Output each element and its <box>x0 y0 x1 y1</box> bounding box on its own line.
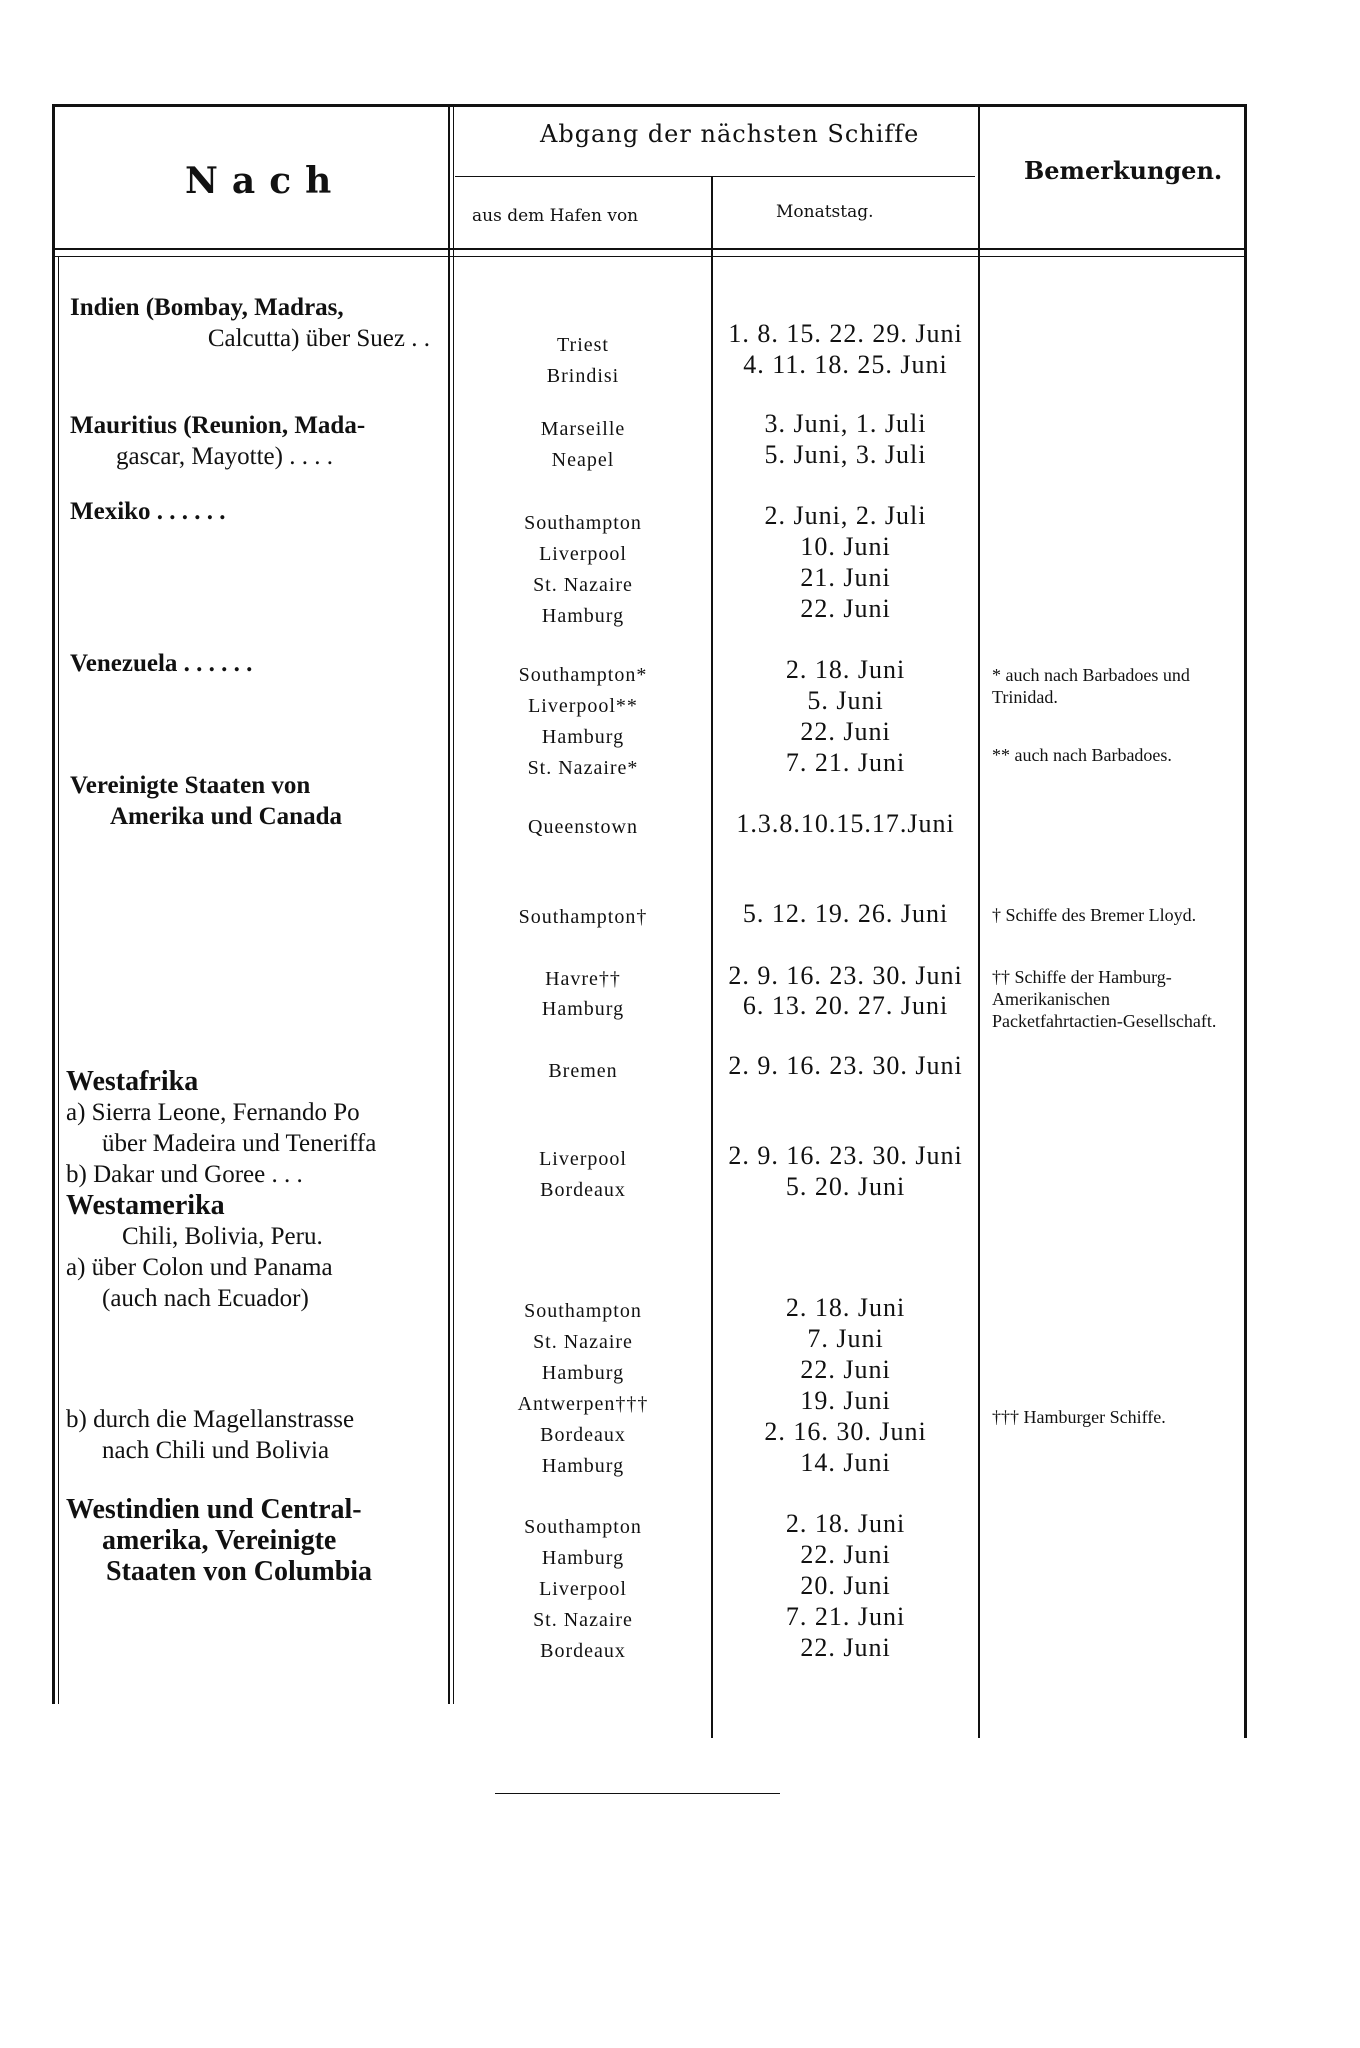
dest-westindien <box>66 1494 440 1587</box>
port: St. Nazaire <box>533 1331 633 1353</box>
port: Hamburg <box>541 726 625 748</box>
port: Brindisi <box>546 365 620 387</box>
date-queenstown: 1.3.8.10.15.17.Juni <box>736 809 955 838</box>
dest-line: b) durch die Magellanstrasse <box>66 1406 355 1433</box>
port-queenstown: Queenstown <box>528 816 638 838</box>
date: 7. 21. Juni <box>785 748 906 777</box>
dest-line: Calcutta) über Suez . . <box>207 325 430 352</box>
header-bottom-rule <box>52 248 1247 250</box>
port-havre: Havre†† <box>545 968 621 990</box>
dest-line: Chili, Bolivia, Peru. <box>122 1223 323 1250</box>
left-border <box>52 104 55 1704</box>
right-border <box>1244 104 1247 1738</box>
remark-venezuela-2: ** auch nach Barbadoes. <box>992 745 1172 765</box>
date: 21. Juni <box>800 563 891 592</box>
port: Bordeaux <box>540 1640 626 1662</box>
dest-westamerika <box>66 1190 440 1314</box>
header-bemerkungen: Bemerkungen. <box>1024 156 1223 185</box>
port-bremen: Bremen <box>548 1060 618 1082</box>
port: Southampton <box>524 1516 642 1538</box>
date: 3. Juni, 1. Juli <box>764 409 927 438</box>
header-abgang: Abgang der nächsten Schiffe <box>540 120 920 148</box>
port: Marseille <box>540 418 626 440</box>
dest-line: a) über Colon und Panama <box>66 1254 333 1281</box>
date: 7. 21. Juni <box>785 1602 906 1631</box>
dest-line: Westindien und Central- <box>66 1494 362 1525</box>
date: 5. Juni, 3. Juli <box>764 440 927 469</box>
port: Triest <box>557 334 609 356</box>
date-southampton-lloyd: 5. 12. 19. 26. Juni <box>742 899 949 928</box>
date: 22. Juni <box>800 1540 891 1569</box>
date: 5. 20. Juni <box>785 1172 906 1201</box>
ports-mauritius <box>455 414 711 476</box>
dest-line: Staaten von Columbia <box>106 1556 373 1587</box>
dest-line: b) Dakar und Goree . . . <box>66 1161 303 1188</box>
dest-line: nach Chili und Bolivia <box>102 1437 330 1464</box>
footer-mark <box>495 1793 780 1794</box>
dest-line: Vereinigte Staaten von <box>70 772 311 799</box>
remark-bremer-lloyd: † Schiffe des Bremer Lloyd. <box>992 905 1197 925</box>
ports-westindien <box>455 1512 711 1667</box>
ports-mexiko <box>455 508 711 632</box>
date: 2. 9. 16. 23. 30. Juni <box>728 1141 963 1170</box>
port: Hamburg <box>541 1362 625 1384</box>
ports-venezuela <box>455 660 711 784</box>
date-bremen: 2. 9. 16. 23. 30. Juni <box>728 1051 963 1080</box>
port: Hamburg <box>541 1455 625 1477</box>
ports-indien <box>455 330 711 392</box>
date: 22. Juni <box>800 594 891 623</box>
date: 20. Juni <box>800 1571 891 1600</box>
date: 4. 11. 18. 25. Juni <box>743 350 948 379</box>
top-rule <box>52 104 1247 107</box>
dest-indien <box>70 292 440 354</box>
dates-mauritius <box>713 408 978 470</box>
date: 2. 18. Juni <box>785 1293 906 1322</box>
dest-line: Westafrika <box>66 1066 199 1097</box>
dates-indien <box>713 318 978 380</box>
dest-line: Mexiko . . . . . . <box>70 498 226 525</box>
port: Southampton <box>524 1300 642 1322</box>
col-divider-3 <box>978 104 980 1738</box>
remark-hamburg-amerikanisch: †† Schiffe der Hamburg-Amerikanischen Packetfahrtactien-Gesellschaft. <box>992 967 1217 1031</box>
dest-westamerika-b <box>66 1404 440 1466</box>
port-southampton-lloyd: Southampton† <box>518 906 648 928</box>
header-bottom-rule-2 <box>52 256 1247 257</box>
port: Bordeaux <box>540 1424 626 1446</box>
port: Bordeaux <box>540 1179 626 1201</box>
port: Liverpool <box>539 1148 627 1170</box>
dest-venezuela <box>70 648 440 679</box>
date: 2. 16. 30. Juni <box>764 1417 927 1446</box>
dates-westindien <box>713 1508 978 1663</box>
port: Southampton <box>524 512 642 534</box>
abgang-sub-rule <box>455 176 975 177</box>
header-nach: Nach <box>185 160 346 202</box>
date: 19. Juni <box>800 1386 891 1415</box>
date: 1. 8. 15. 22. 29. Juni <box>728 319 963 348</box>
dates-venezuela <box>713 654 978 778</box>
date: 22. Juni <box>800 1355 891 1384</box>
dest-line: Indien (Bombay, Madras, <box>70 294 344 321</box>
dest-line: Westamerika <box>66 1190 225 1221</box>
dest-line: (auch nach Ecuador) <box>102 1285 309 1312</box>
ports-westamerika <box>455 1296 711 1482</box>
dest-mauritius <box>70 410 440 472</box>
date: 22. Juni <box>800 1633 891 1662</box>
port: Liverpool <box>539 543 627 565</box>
date-havre: 2. 9. 16. 23. 30. Juni <box>728 961 963 990</box>
dest-line: Amerika und Canada <box>110 803 342 830</box>
col-divider-1b <box>453 104 454 1704</box>
date: 5. Juni <box>807 686 884 715</box>
dest-line: amerika, Vereinigte <box>102 1525 337 1556</box>
col-divider-1 <box>448 104 450 1704</box>
port: Antwerpen††† <box>517 1393 649 1415</box>
dest-mexiko <box>70 496 440 527</box>
date: 14. Juni <box>800 1448 891 1477</box>
port: Neapel <box>551 449 615 471</box>
header-monatstag: Monatstag. <box>776 202 874 222</box>
left-inner-border <box>58 256 59 1704</box>
date: 2. 18. Juni <box>785 655 906 684</box>
dates-westamerika <box>713 1292 978 1478</box>
dest-line: Venezuela . . . . . . <box>70 650 253 677</box>
dest-westafrika <box>66 1066 440 1190</box>
date: 2. 18. Juni <box>785 1509 906 1538</box>
remark-hamburger-schiffe: ††† Hamburger Schiffe. <box>992 1407 1166 1427</box>
dest-line: a) Sierra Leone, Fernando Po <box>66 1099 360 1126</box>
port: Southampton* <box>518 664 648 686</box>
port: St. Nazaire <box>533 1609 633 1631</box>
remark-venezuela-1: * auch nach Barbadoes und Trinidad. <box>992 665 1190 707</box>
port: St. Nazaire <box>533 574 633 596</box>
port: St. Nazaire* <box>527 757 639 779</box>
date: 10. Juni <box>800 532 891 561</box>
dates-westafrika <box>713 1140 978 1202</box>
dates-mexiko <box>713 500 978 624</box>
port: Hamburg <box>541 605 625 627</box>
header-hafen: aus dem Hafen von <box>472 206 639 226</box>
date: 22. Juni <box>800 717 891 746</box>
dest-vereinigte-staaten <box>70 770 440 832</box>
dest-line: über Madeira und Teneriffa <box>102 1130 377 1157</box>
port: Liverpool** <box>528 695 638 717</box>
port: Liverpool <box>539 1578 627 1600</box>
dest-line: Mauritius (Reunion, Mada- <box>70 412 366 439</box>
dest-line: gascar, Mayotte) . . . . <box>116 443 333 470</box>
date: 2. Juni, 2. Juli <box>764 501 927 530</box>
date-hamburg-us: 6. 13. 20. 27. Juni <box>742 991 949 1020</box>
ports-westafrika <box>455 1144 711 1206</box>
port: Hamburg <box>541 1547 625 1569</box>
date: 7. Juni <box>807 1324 884 1353</box>
port-hamburg-us: Hamburg <box>541 998 625 1020</box>
